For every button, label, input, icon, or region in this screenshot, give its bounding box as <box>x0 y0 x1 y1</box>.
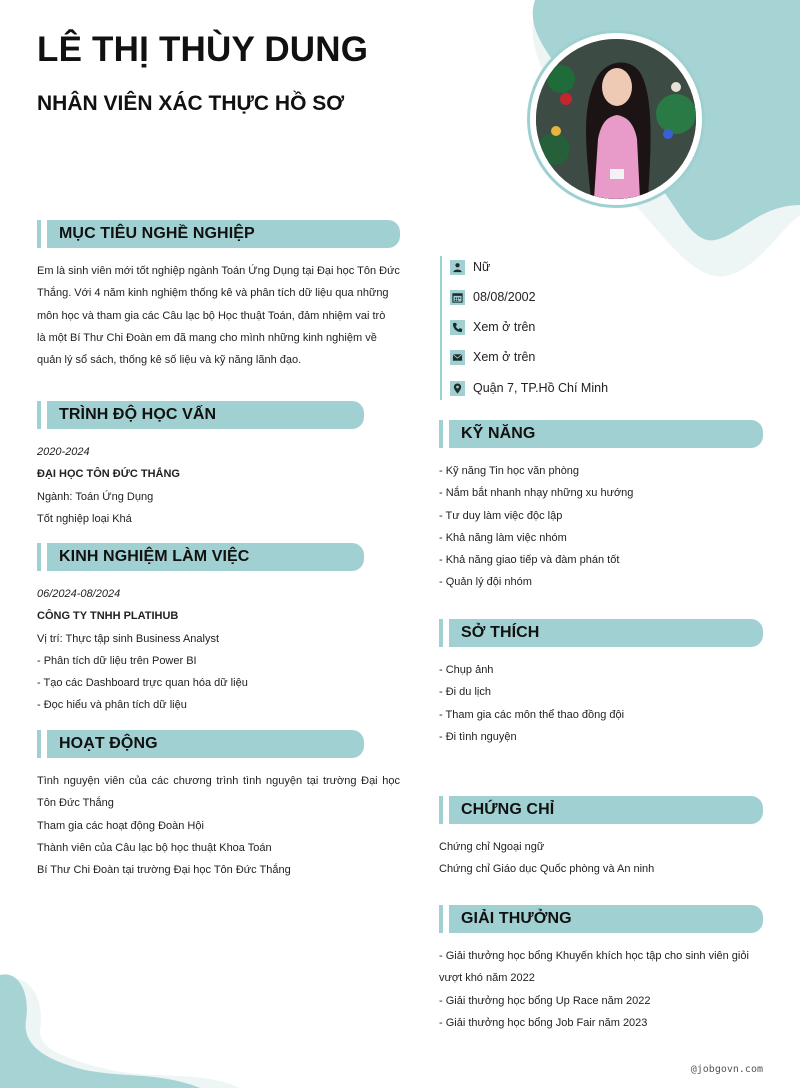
avatar <box>527 30 705 208</box>
skill-item: - Khả năng giao tiếp và đàm phán tốt <box>439 554 620 567</box>
skill-item: - Nắm bắt nhanh nhạy những xu hướng <box>439 487 634 500</box>
job-title: NHÂN VIÊN XÁC THỰC HỒ SƠ <box>37 92 345 115</box>
candidate-name: LÊ THỊ THÙY DUNG <box>37 30 369 69</box>
skills-header <box>439 420 763 448</box>
award-item: - Giải thưởng học bổng Job Fair năm 2023 <box>439 1016 648 1029</box>
contact-divider <box>440 256 442 400</box>
certificate-item: Chứng chỉ Giáo dục Quốc phòng và An ninh <box>439 863 655 876</box>
award-item: - Giải thưởng học bổng Up Race năm 2022 <box>439 994 651 1007</box>
hobbies-title: SỞ THÍCH <box>461 624 540 641</box>
objective-line: môn học và tham gia các Câu lạc bộ Học thuật Toán, đảm nhiệm vai trò <box>37 309 386 322</box>
objective-line: Em là sinh viên mới tốt nghiệp ngành Toán Ứng Dụng tại Đại học Tôn Đức <box>37 265 400 277</box>
experience-position: Vị trí: Thực tập sinh Business Analyst <box>37 632 220 645</box>
hobby-item: - Đi tình nguyện <box>439 730 517 743</box>
activity-item: Thành viên của Câu lạc bộ học thuật Khoa Toán <box>37 841 272 854</box>
address-text: Quận 7, TP.Hồ Chí Minh <box>473 381 609 395</box>
hobbies-header <box>439 619 763 647</box>
birthday-text: 08/08/2002 <box>473 290 536 304</box>
education-major: Ngành: Toán Ứng Dụng <box>37 490 154 503</box>
certificates-block <box>439 836 769 881</box>
mail-icon <box>450 350 465 365</box>
certificates-title: CHỨNG CHỈ <box>461 801 555 818</box>
experience-task: - Phân tích dữ liệu trên Power BI <box>37 654 197 667</box>
activity-item: Bí Thư Chi Đoàn tại trường Đại học Tôn Đức Thắng <box>37 864 291 877</box>
experience-block <box>37 583 397 717</box>
skills-title: KỸ NĂNG <box>461 425 536 442</box>
awards-block <box>439 945 769 1034</box>
experience-task: - Tạo các Dashboard trực quan hóa dữ liệu <box>37 677 248 690</box>
hobby-item: - Chụp ảnh <box>439 664 494 676</box>
award-item: - Giải thưởng học bổng Khuyến khích học tập cho sinh viên giỏi <box>439 950 749 962</box>
objective-text <box>37 260 407 371</box>
hobbies-block <box>439 659 769 748</box>
location-pin-icon <box>450 381 465 396</box>
education-grade: Tốt nghiệp loại Khá <box>37 512 132 525</box>
activities-title: HOẠT ĐỘNG <box>59 735 158 752</box>
experience-title: KINH NGHIỆM LÀM VIỆC <box>59 548 250 565</box>
objective-line: quản lý sổ sách, thống kê số liệu và kỹ năng lãnh đạo. <box>37 354 302 367</box>
objective-header <box>37 220 400 248</box>
certificates-header <box>439 796 763 824</box>
bottom-left-blob <box>0 960 300 1088</box>
phone-icon <box>450 320 465 335</box>
skill-item: - Kỹ năng Tin học văn phòng <box>439 465 580 477</box>
skill-item: - Khả năng làm việc nhóm <box>439 531 567 544</box>
watermark: @jobgovn.com <box>690 1064 763 1075</box>
hobby-item: - Đi du lịch <box>439 686 491 699</box>
contact-gender <box>450 258 490 276</box>
activity-item: Tình nguyện viên của các chương trình tình nguyện tại trường Đại học Tôn Đức Thắng <box>37 775 400 810</box>
education-header <box>37 401 364 429</box>
experience-task: - Đọc hiểu và phân tích dữ liệu <box>37 699 187 712</box>
education-block <box>37 441 397 530</box>
experience-header <box>37 543 364 571</box>
skill-item: - Tư duy làm việc độc lập <box>439 509 563 522</box>
education-school: ĐẠI HỌC TÔN ĐỨC THẮNG <box>37 468 180 481</box>
skill-item: - Quản lý đội nhóm <box>439 576 532 589</box>
contact-email <box>450 348 535 366</box>
profile-photo <box>536 39 696 199</box>
activity-item: Tham gia các hoạt động Đoàn Hội <box>37 819 204 832</box>
education-period: 2020-2024 <box>37 446 90 458</box>
objective-title: MỤC TIÊU NGHỀ NGHIỆP <box>59 225 255 242</box>
activities-header <box>37 730 364 758</box>
contact-birthday <box>450 288 536 306</box>
awards-title: GIẢI THƯỞNG <box>461 910 572 927</box>
person-icon <box>450 260 465 275</box>
award-item: vượt khó năm 2022 <box>439 972 535 985</box>
gender-text: Nữ <box>473 260 491 274</box>
experience-company: CÔNG TY TNHH PLATIHUB <box>37 610 179 623</box>
certificate-item: Chứng chỉ Ngoại ngữ <box>439 841 545 853</box>
objective-line: là một Bí Thư Chi Đoàn em đã mang cho mình những kinh nghiệm về <box>37 331 377 344</box>
email-text: Xem ở trên <box>473 350 536 364</box>
awards-header <box>439 905 763 933</box>
phone-text: Xem ở trên <box>473 320 536 334</box>
contact-address <box>450 379 608 397</box>
objective-line: Thắng. Với 4 năm kinh nghiệm thống kê và phân tích dữ liệu qua những <box>37 287 389 300</box>
contact-phone <box>450 318 535 336</box>
education-title: TRÌNH ĐỘ HỌC VẤN <box>59 406 217 423</box>
calendar-icon <box>450 290 465 305</box>
experience-period: 06/2024-08/2024 <box>37 588 121 600</box>
activities-block <box>37 770 400 881</box>
skills-block <box>439 460 769 594</box>
hobby-item: - Tham gia các môn thể thao đồng đội <box>439 708 625 721</box>
